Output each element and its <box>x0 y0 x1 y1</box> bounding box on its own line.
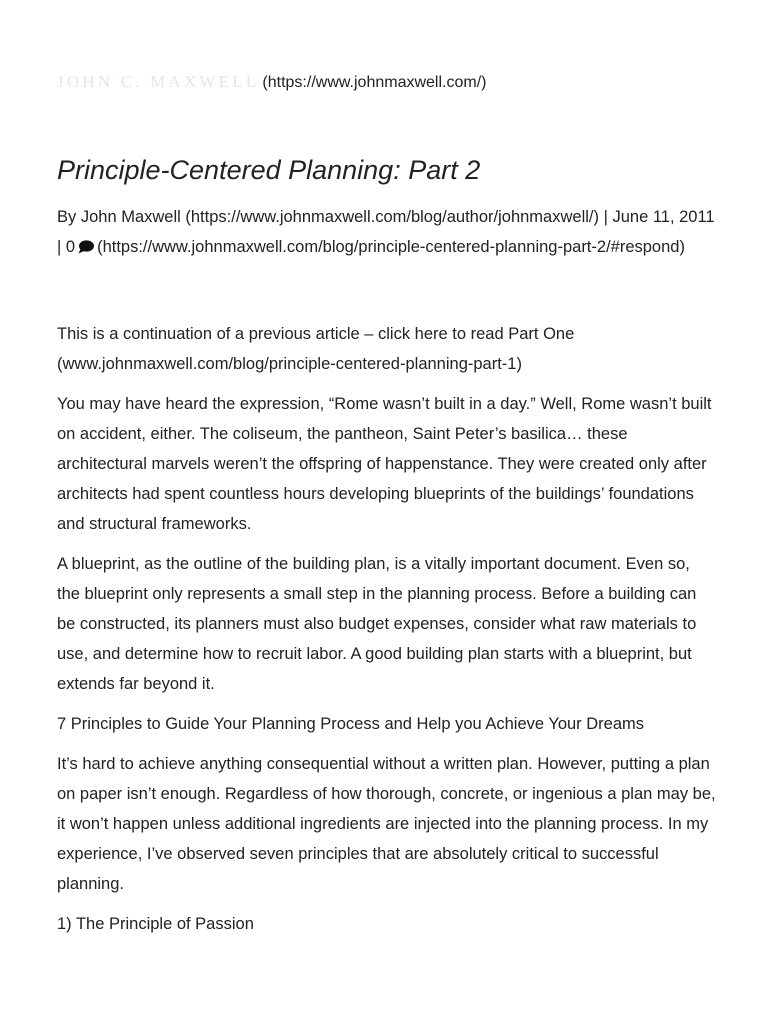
byline-prefix: By John Maxwell <box>57 208 186 226</box>
principle-heading: 1) The Principle of Passion <box>57 915 254 933</box>
body-paragraph: You may have heard the expression, “Rome wasn’t built in a day.” Well, Rome wasn’t built on accident, either. The coliseum, the pantheon, Saint Peter’s basilica… these architectural marvels weren’t the offspring of happenstance. They were created only after architects had spent countless hours developing blueprints of the buildings’ foundations and structural frameworks. <box>57 395 712 533</box>
intro-paragraph[interactable]: This is a continuation of a previous article – click here to read Part One (www.johnmaxwell.com/blog/principle-centered-planning-part-1) <box>57 325 575 373</box>
meta-separator: | <box>57 238 62 256</box>
site-url-text[interactable]: (https://www.johnmaxwell.com/) <box>262 74 487 91</box>
post-title: Principle-Centered Planning: Part 2 <box>57 155 481 185</box>
section-heading: 7 Principles to Guide Your Planning Process and Help you Achieve Your Dreams <box>57 715 645 733</box>
comments-link[interactable]: (https://www.johnmaxwell.com/blog/principle-centered-planning-part-2/#respond) <box>97 238 685 256</box>
comment-count: 0 <box>65 238 76 256</box>
site-header <box>57 72 486 92</box>
author-link[interactable]: (https://www.johnmaxwell.com/blog/author/johnmaxwell/) <box>185 208 599 226</box>
site-logo-link[interactable]: JOHN C. MAXWELL <box>57 72 260 91</box>
post-date: June 11, 2011 <box>612 208 715 226</box>
body-paragraph: A blueprint, as the outline of the building plan, is a vitally important document. Even so, the blueprint only represents a small step in the planning process. Before a building can be constructed, its planners must also budget expenses, consider what raw materials to use, and determine how to recruit labor. A good building plan starts with a blueprint, but extends far beyond it. <box>57 555 697 693</box>
article-body <box>57 319 717 949</box>
post-meta <box>57 202 717 262</box>
meta-separator: | <box>603 208 608 226</box>
body-paragraph: It’s hard to achieve anything consequential without a written plan. However, putting a plan on paper isn’t enough. Regardless of how thorough, concrete, or ingenious a plan may be, it won’t happen unless additional ingredients are injected into the planning process. In my experience, I’ve observed seven principles that are absolutely critical to successful planning. <box>57 755 716 893</box>
speech-bubble-icon[interactable] <box>78 240 94 254</box>
